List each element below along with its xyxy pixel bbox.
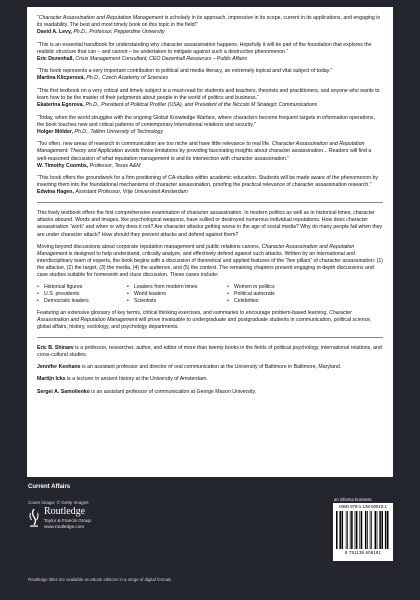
italic-text: Character Assassination and Reputation Management bbox=[37, 243, 355, 257]
case-item: • Celebrities bbox=[227, 298, 337, 305]
author-bio-text: is a professor, researcher, author, and editor of more than twenty books in the fields of political psychology, international relations, and cross-cultural studies. bbox=[37, 345, 382, 359]
author-bio-text: is a lecturer in ancient history at the University of Amsterdam. bbox=[65, 376, 208, 383]
endorsement-quote bbox=[37, 88, 383, 109]
endorsement-quote bbox=[37, 42, 383, 63]
cover-credit: Cover image: © Getty Images bbox=[28, 500, 89, 505]
quote-text bbox=[37, 141, 383, 162]
quote-attribution bbox=[37, 163, 383, 170]
quote-text bbox=[37, 15, 383, 29]
quote-text bbox=[37, 88, 383, 102]
quote-attribution bbox=[37, 29, 383, 36]
case-item: • U.S. presidents bbox=[37, 291, 119, 298]
text-segment: “ bbox=[37, 15, 39, 21]
quote-text bbox=[37, 115, 383, 129]
subject-category: Current Affairs bbox=[28, 484, 71, 490]
author-name: Sergei A. Samoilenko bbox=[37, 388, 90, 395]
author-name: Jennifer Keohane bbox=[37, 364, 81, 371]
publisher-logo bbox=[28, 507, 91, 529]
author-bios bbox=[37, 345, 383, 395]
endorser-role: Ph.D., President of Political Profiler (USA), and President of the Niccolo M Strategic Communications bbox=[85, 102, 318, 109]
barcode-panel bbox=[333, 503, 393, 561]
endorser-name: W. Timothy Coombs, bbox=[37, 162, 89, 169]
quote-attribution bbox=[37, 102, 383, 109]
endorsement-quote bbox=[37, 68, 383, 82]
divider bbox=[37, 202, 383, 203]
quote-attribution bbox=[37, 189, 383, 196]
quote-text bbox=[37, 68, 383, 75]
author-bio-text: is an assistant professor and director of oral communication at the University of Baltimore in Baltimore, Maryland. bbox=[80, 364, 342, 371]
author-bio bbox=[37, 376, 383, 383]
endorser-role: Assistant Professor, Vrije Universiteit Amsterdam bbox=[75, 189, 188, 196]
endorser-role: Professor, Texas A&M bbox=[89, 162, 141, 169]
publisher-group: Taylor & Francis Group bbox=[44, 518, 91, 523]
case-item: • Democratic leaders bbox=[37, 298, 119, 305]
barcode-icon bbox=[335, 511, 391, 549]
text-segment: is designed to help understand, critically analyze, and effectively defend against such attacks. Written by an international and interdisciplinary team of experts, the book begins with a discussion of theoretical and applied features of the “five pillars” of character assassination: (1) the attacker, (2) the target, (3) the media, (4) the audience, and (5) the context. The remaining chapters present engaging in-depth discussions and case studies suitable for homework and class discussion. These cases include: bbox=[37, 250, 384, 278]
italic-text: Character Assassination and Reputation Management bbox=[38, 15, 164, 21]
endorser-name: Martina Klicperová, bbox=[37, 75, 85, 82]
author-bio-text: is an assistant professor of communication at George Mason University. bbox=[89, 388, 257, 395]
description-paragraph bbox=[37, 210, 383, 238]
routledge-logo-icon bbox=[28, 508, 40, 528]
isbn-label: ISBN 978-1-138-60918-1 bbox=[338, 504, 387, 509]
endorser-name: Holger Mölder, bbox=[37, 128, 74, 135]
text-segment: Featuring an extensive glossary of key terms, critical thinking exercises, and summaries to encourage problem-based learning, bbox=[37, 310, 330, 317]
text-segment: “This first textbook on a very critical and timely subject is a must-read for students and teachers, theorists and practitioners, and anyone who wants to learn how to be the master of their judgments about people in the world of politics and business.” bbox=[37, 88, 380, 102]
case-item: • Scientists bbox=[127, 298, 219, 305]
text-segment: Moving beyond discussions about corporate reputation management and public relations canons, bbox=[37, 243, 262, 250]
book-description bbox=[37, 210, 383, 279]
text-segment: “Today, when the world struggles with the ongoing Global Knowledge Warfare, where characters become frequent targets in information operations, the book touches new and critical patterns of contemporary international relations and security.” bbox=[37, 114, 375, 128]
closing-paragraph bbox=[37, 310, 383, 331]
author-bio bbox=[37, 345, 383, 359]
endorsement-quote bbox=[37, 115, 383, 136]
barcode-digits: 9 781138 609181 bbox=[344, 550, 382, 555]
case-list bbox=[37, 284, 383, 305]
endorser-role: Crisis Management Consultant, CEO Dezenhall Resources – Public Affairs bbox=[75, 55, 248, 62]
divider bbox=[37, 337, 383, 338]
quote-attribution bbox=[37, 75, 383, 82]
case-item: • Women in politics bbox=[227, 284, 337, 291]
author-name: Eric B. Shiraev bbox=[37, 345, 74, 352]
case-item: • Leaders from modern times bbox=[127, 284, 219, 291]
publisher-name: Routledge bbox=[44, 506, 86, 517]
case-item: • Political autocrats bbox=[227, 291, 337, 298]
endorser-name: Eric Dezenhall, bbox=[37, 55, 74, 62]
text-segment: “Too often, new areas of research in communication are too niche and have little relevance to real life. bbox=[37, 141, 272, 148]
text-segment: “This book offers the groundwork for a firm positioning of CA-studies within academic education. Students will be made aware of the phenomenon by inserting them into the foundational mechanisms of character assassination, proofing the practical relevance of character assassination research.” bbox=[37, 175, 379, 189]
endorsements bbox=[37, 15, 383, 196]
author-bio bbox=[37, 389, 383, 396]
endorser-role: Ph.D., Professor, Pepperdine University bbox=[73, 29, 165, 36]
ebook-note: Routledge titles are available as eBook editions in a range of digital formats bbox=[28, 577, 172, 582]
description-paragraph bbox=[37, 244, 383, 279]
endorser-name: Edwina Hagen, bbox=[37, 189, 74, 196]
endorser-role: Ph.D., Czech Academy of Sciences bbox=[86, 75, 169, 82]
quote-text bbox=[37, 175, 383, 189]
author-name: Martijn Icks bbox=[37, 376, 66, 383]
endorsement-quote bbox=[37, 15, 383, 36]
publisher-website: www.routledge.com bbox=[44, 524, 85, 529]
text-segment: avoids those limitations by providing fascinating insights about character assassination... Readers will find a well-reasoned discussion of what reputation management is and its intersection with character assassination.” bbox=[37, 148, 372, 162]
italic-text: Character Assassination and Reputation Management: Theory and Application bbox=[37, 141, 365, 155]
content-panel bbox=[27, 7, 393, 477]
text-segment: This lively textbook offers the first comprehensive examination of character assassination. In modern politics as well as in historical times, character attacks abound. Words and images, like psychological weapons, have sullied or destroyed numerous individual reputations. How does character assassination “work” and when or why does it not? Are character attacks getting worse in the age of social media? Why do many people fail when they are under character attack? How should they prevent attacks and defend against them? bbox=[37, 210, 383, 238]
informa-note: an informa business bbox=[334, 497, 372, 502]
author-bio bbox=[37, 364, 383, 371]
quote-attribution bbox=[37, 56, 383, 63]
case-item: • Historical figures bbox=[37, 284, 119, 291]
quote-attribution bbox=[37, 129, 383, 136]
case-item: • World leaders bbox=[127, 291, 219, 298]
endorsement-quote bbox=[37, 175, 383, 196]
italic-text: Character Assassination and Reputation Management bbox=[37, 310, 352, 324]
endorser-name: David A. Levy, bbox=[37, 29, 72, 36]
endorsement-quote bbox=[37, 141, 383, 169]
endorser-role: Ph.D., Tallinn University of Technology bbox=[74, 128, 163, 135]
text-segment: is scholarly in its approach, impressive in its scope, current in its applications, and engaging in its readability. The best and most timely book on this topic in the field!” bbox=[37, 15, 381, 29]
quote-text bbox=[37, 42, 383, 56]
text-segment: will prove invaluable to undergraduate and postgraduate students in communication, political science, global affairs, history, sociology, and psychology departments. bbox=[37, 317, 372, 331]
endorser-name: Ekaterina Egorova, bbox=[37, 102, 84, 109]
text-segment: “This book represents a very important contribution to political and media literacy, an extremely topical and vital subject of today.” bbox=[37, 68, 333, 75]
text-segment: “This is an essential handbook for understanding why character assassination happens. Hopefully it will be part of the foundation that explores the realistic structure that can – and cannot – be undertaken to mitigate against such a destructive phenomenon.” bbox=[37, 41, 372, 55]
